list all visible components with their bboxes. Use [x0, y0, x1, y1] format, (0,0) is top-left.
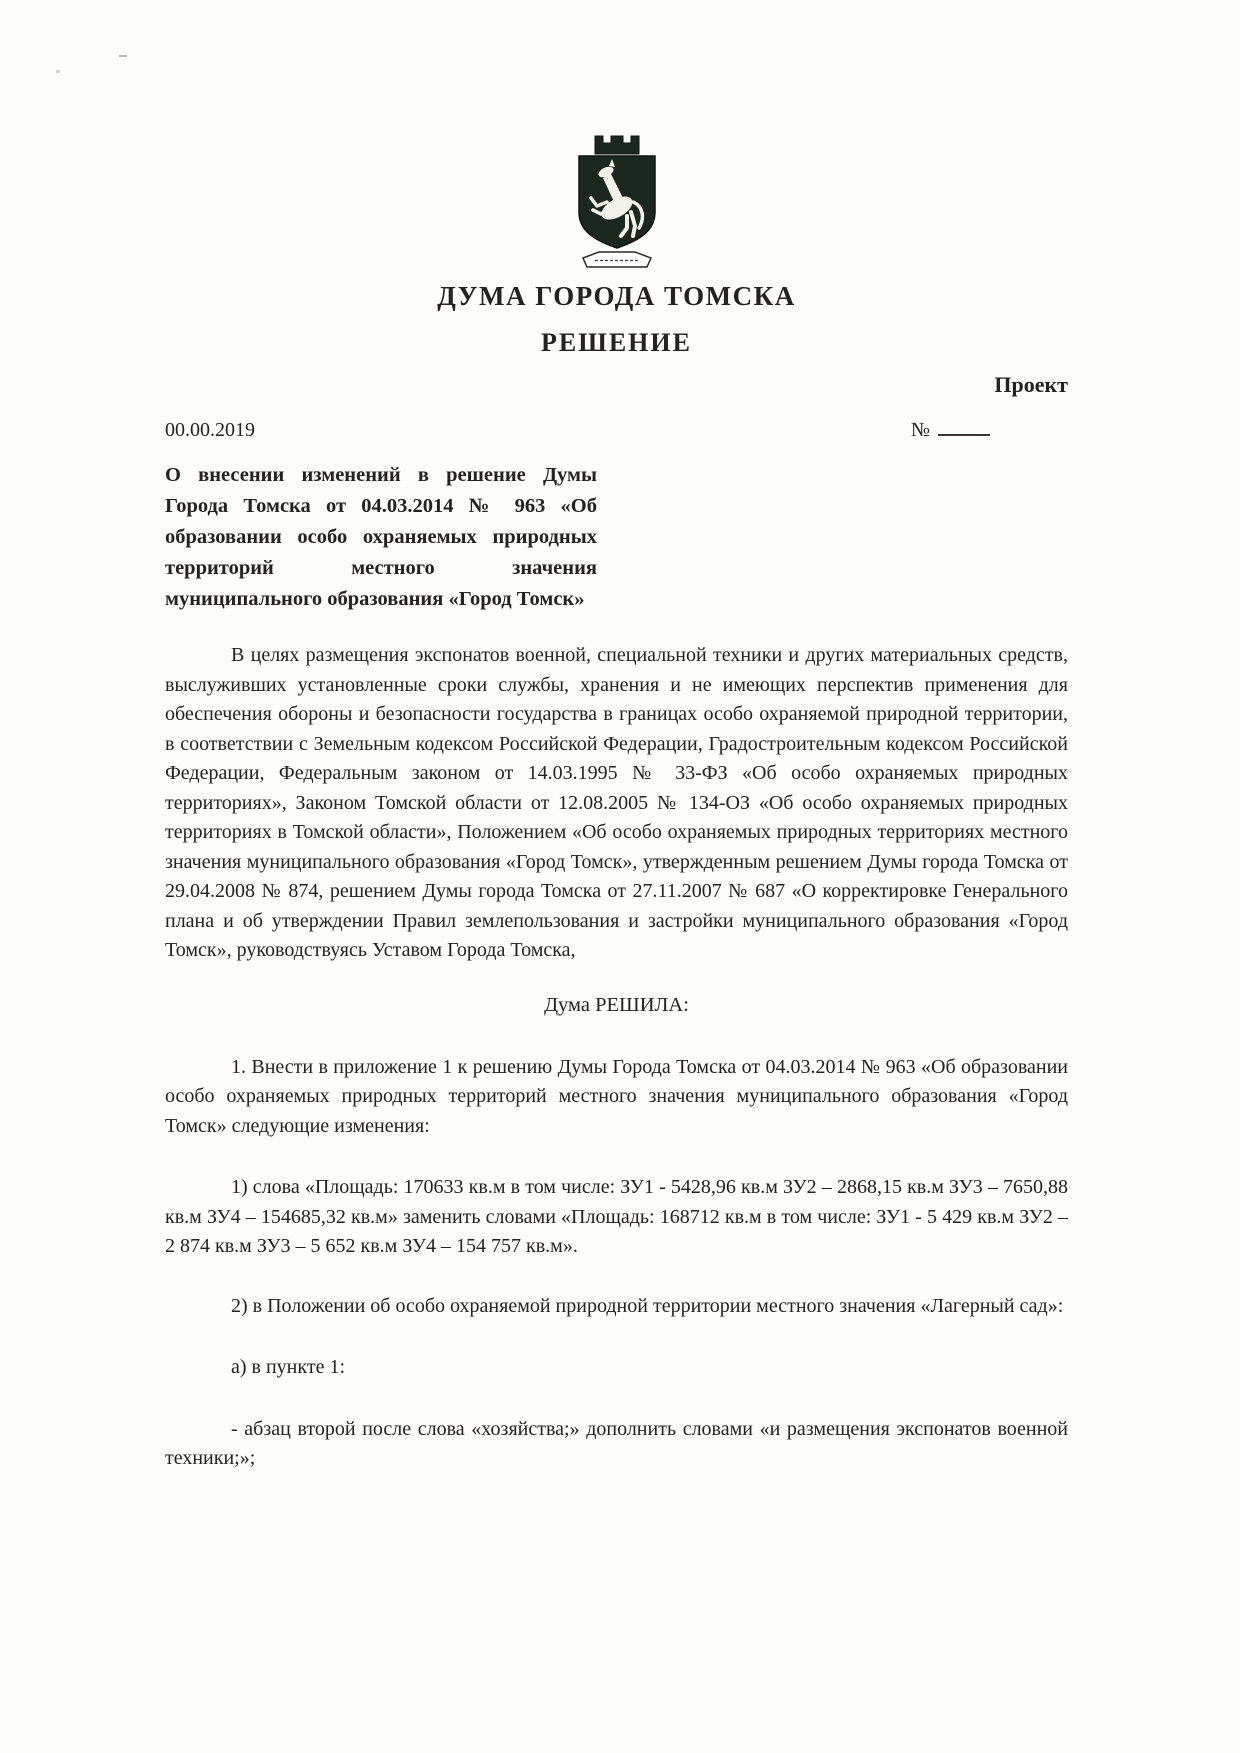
- preamble-paragraph: В целях размещения экспонатов военной, специальной техники и других материальных средств, выслуживших установленные сроки службы, хранения и не имеющих перспектив применения для обеспечения обороны и безопасности государства в границах особо охраняемой природной территории, в соответствии с Земельным кодексом Российской Федерации, Градостроительным кодексом Российской Федерации, Федеральным законом от 14.03.1995 № 33-ФЗ «Об особо охраняемых природных территориях», Законом Томской области от 12.08.2005 № 134-ОЗ «Об особо охраняемых природных территориях в Томской области», Положением «Об особо охраняемых природных территориях местного значения муниципального образования «Город Томск», утвержденным решением Думы города Томска от 29.04.2008 № 874, решением Думы города Томска от 27.11.2007 № 687 «О корректировке Генерального плана и об утверждении Правил землепользования и застройки муниципального образования «Город Томск», руководствуясь Уставом Города Томска,: [165, 644, 1068, 961]
- coat-of-arms: [165, 0, 1068, 271]
- body-paragraph: 2) в Положении об особо охраняемой природной территории местного значения «Лагерный сад»:: [231, 1294, 1064, 1317]
- document-date: 00.00.2019: [165, 419, 255, 441]
- project-label: Проект: [994, 372, 1068, 397]
- body-paragraph: а) в пункте 1:: [231, 1356, 346, 1378]
- org-name: ДУМА ГОРОДА ТОМСКА: [437, 281, 796, 311]
- resolution-heading: Дума РЕШИЛА:: [544, 993, 689, 1016]
- ribbon-icon: [583, 252, 651, 267]
- crown-icon: [595, 136, 639, 154]
- tomsk-coat-of-arms-icon: [571, 126, 663, 271]
- date-number-row: [165, 414, 1068, 442]
- body-paragraph: 1. Внести в приложение 1 к решению Думы Города Томска от 04.03.2014 № 963 «Об образовании особо охраняемых природных территорий местного значения муниципального образования «Город Томск» следующие изменения:: [165, 1055, 1068, 1137]
- body-paragraph: 1) слова «Площадь: 170633 кв.м в том числе: ЗУ1 - 5428,96 кв.м ЗУ2 – 2868,15 кв.м ЗУ3 – 7650,88 кв.м ЗУ4 – 154685,32 кв.м» заменить словами «Площадь: 168712 кв.м в том числе: ЗУ1 - 5 429 кв.м ЗУ2 – 2 874 кв.м ЗУ3 – 5 652 кв.м ЗУ4 – 154 757 кв.м».: [165, 1176, 1068, 1257]
- number-label: №: [910, 419, 930, 441]
- document-number: [911, 414, 990, 442]
- document-type-heading: РЕШЕНИЕ: [541, 328, 692, 357]
- body-paragraph: - абзац второй после слова «хозяйства;» дополнить словами «и размещения экспонатов военной техники;»;: [165, 1417, 1068, 1469]
- scan-artifact: [119, 55, 127, 57]
- number-blank-line: [938, 414, 990, 436]
- scan-artifact: [56, 70, 60, 73]
- document-title: О внесении изменений в решение Думы Города Томска от 04.03.2014 № 963 «Об образовании особо охраняемых природных территорий местного значения муниципального образования «Город Томск»: [165, 464, 597, 610]
